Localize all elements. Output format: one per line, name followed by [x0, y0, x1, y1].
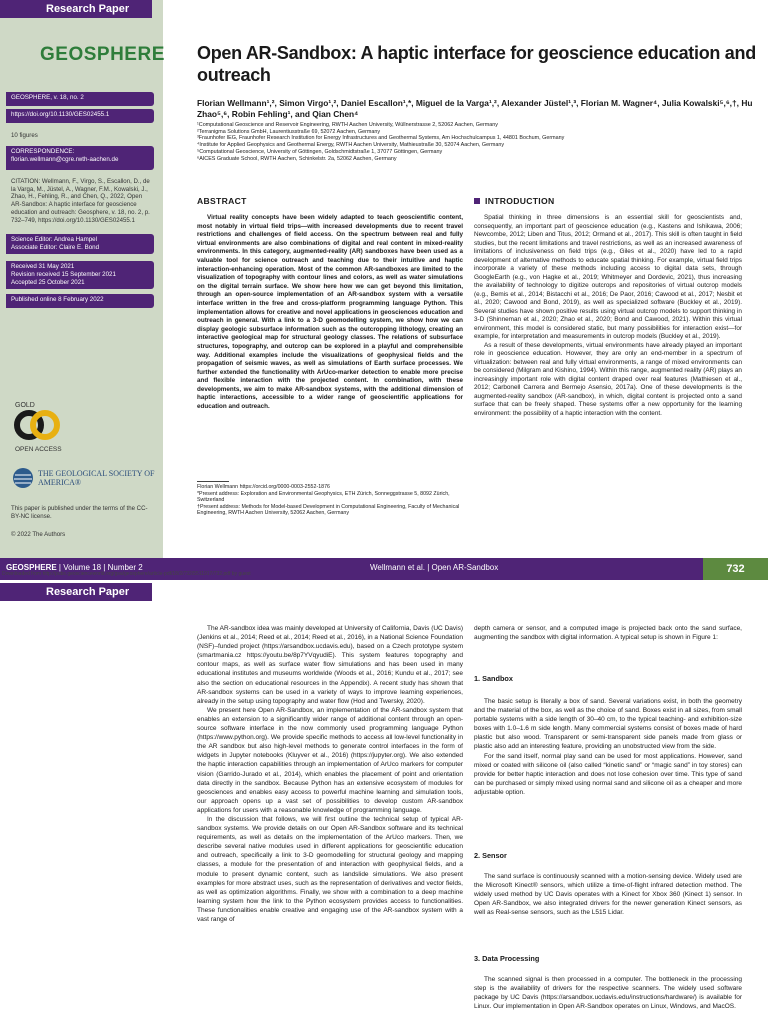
correspondence-label: CORRESPONDENCE:	[11, 148, 75, 155]
footnote-present-address-1: *Present address: Exploration and Environmental Geophysics, ETH Zürich, Sonneggstrasse 5, 8092 Zürich, Switzerland	[197, 490, 450, 504]
introduction-body	[474, 214, 742, 418]
gsa-name: THE GEOLOGICAL SOCIETY OF AMERICA®	[38, 469, 155, 487]
science-editor: Science Editor: Andrea Hampel	[11, 236, 97, 243]
correspondence-email[interactable]: florian.wellmann@cgre.rwth-aachen.de	[11, 156, 119, 163]
author-list: Florian Wellmann¹,², Simon Virgo¹,², Daniel Escallon¹,*, Miguel de la Varga¹,², Alexander Jüstel¹,³, Florian M. Wagner⁴, Julia Kowalski⁵,⁶,†, Hu Zhao⁵,⁶, Robin Fehling¹, and Qian Chen⁴	[197, 98, 753, 119]
received-date: Received 31 May 2021	[11, 263, 75, 270]
abstract-paragraph: Virtual reality concepts have been widely adapted to teach geoscientific content, most notably in virtual field trips—with increased developments due to recent travel restrictions and challenges of field access. On the spectrum between real and fully virtual environments are also combinations of digital and real content in mixed-reality environments. In this category, augmented-reality (AR) sandboxes have been used as a valuable tool for science outreach and teaching due to their intuitive and haptic interaction-enhancing operation. Most of the common AR-sandboxes are limited to the visualization of topography with contour lines and colors, as well as water simulations on the digital terrain surface. We show here how we can get beyond this limitation, through an open-source implementation of an AR-sandbox system with a versatile interface written in the free and cross-platform programming language Python. This implementation allows for creative and novel applications in geosciences education and outreach in general. With a link to a 3-D geomodelling system, we show how we can display geologic subsurface information such as the outcropping lithology, creating an interactive geological map for structural geology classes. The relations of subsurface structures, topography, and outcrop can be explored in a playful and comprehensible way. Additional examples include the visualizations of geophysical fields and the propagation of seismic waves, as well as simulations of Earth surface processes. We further extended the functionality with ArUco-marker detection to enable more precise and flexible interaction with the projected content. In combination, with these developments, we aim to make AR-sandbox systems, with the additional dimension of haptic interactions, accessible to a wider range of geoscientific applications for education and outreach.	[197, 214, 463, 411]
gsa-logo	[12, 467, 162, 491]
abstract-body	[197, 214, 463, 412]
body-paragraph: depth camera or sensor, and a computed image is projected back onto the sand surface, augmenting the sandbox with digital information. A typical setup is shown in Figure 1:	[474, 625, 742, 642]
orcid-footnote[interactable]: Florian Wellmann https://orcid.org/0000-0003-2552-1876	[197, 484, 330, 490]
affiliation-2: ²Terranigma Solutions GmbH, Laurentiusstraße 69, 52072 Aachen, Germany	[197, 128, 381, 135]
body-paragraph: The basic setup is literally a box of sand. Several variations exist, in both the geometry and the material of the box, as well as the choice of sand. Boxes exist in all sizes, from small portable systems with a side length of 30–40 cm, to the typical teaching- and exhibition-size boxes with 1.0–1.6 m side length. Many commercial systems consist of boxes made of hard plastic but also wood. Transparent or semi-transparent side panels made from glass or plastic also add an interesting feature, providing an unobstructed view from the side.	[474, 698, 742, 751]
body-paragraph: In the discussion that follows, we will first outline the technical setup of typical AR-sandbox systems. We provide details on our Open AR-Sandbox software and its technical requirements, as well as details on the implementation of the ArUco markers. Then, we describe several native modules used in different applications for geoscientific education and outreach, specifically a link to 3-D geomodelling for structural geology and mapping classes, a module for the presentation of and interaction with geophysical fields, and a module to present dynamic content, such as landslide simulations. We also present examples for more abstract uses, such as the representation of derivatives and vector fields, as well as optimization algorithms. Finally, we show with a combination to a deep machine learning system how the link to the Python ecosystem provides access to functionalities. These functionalities enable creative and engaging use of the AR-sandbox system with a vast range of	[197, 815, 463, 923]
sidebar-panel	[0, 0, 163, 578]
citation-text: CITATION: Wellmann, F., Virgo, S., Escallon, D., de la Varga, M., Jüstel, A., Wagner, F.M., Kowalski, J., Zhao, H., Fehling, R., and Chen, Q., 2022, Open AR-Sandbox: A haptic interface for geoscience education and outreach: Geosphere, v. 18, no. 2, p. 732–749, https://doi.org/10.1130/GES02455.1	[11, 178, 150, 224]
affiliation-3: ³Fraunhofer IEG, Fraunhofer Research Institution for Energy Infrastructures and Geothermal Systems, Am Hochschulcampus 1, 44801 Bochum, Germany	[197, 135, 565, 142]
oa-gold-label: GOLD	[15, 402, 35, 409]
oa-open-label: OPEN ACCESS	[15, 446, 62, 453]
section-sandbox-body	[474, 697, 742, 797]
dates-bar	[6, 261, 154, 289]
download-note: Downloaded from http://pubs.geoscienceworld.org/gsa/geosphere/article-pdf/18/2/732/5511917/732.pdf by guest	[2, 571, 251, 577]
gold-open-access-logo	[12, 400, 82, 454]
accepted-date: Accepted 25 October 2021	[11, 279, 85, 286]
doi-link[interactable]: https://doi.org/10.1130/GES02455.1	[6, 109, 154, 123]
intro-paragraph: Spatial thinking in three dimensions is an essential skill for geoscientists and, consequently, an important part of geoscience education (e.g., Kastens and Ishikawa, 2006; Newcombe, 2012; Liben and Titus, 2012; Ormand et al., 2017). This skill is often taught in field studies, but the recent limitations and travel restrictions, as well as an increased awareness of limitations of inclusiveness on field trips (e.g., Giles et al., 2020) have led to a rapid development of alternative methods to educate spatial thinking. For example, virtual field trips incorporate a variety of these methods including access to digital data sets, through GoogleEarth (e.g., von Hagke et al., 2019; Whitmeyer and Dordevic, 2021), thus increasing the availability of technology to digitize outcrops and repositories of virtual outcrop models (e.g., Bemis et al., 2014; Bistacchi et al., 2016; De Paor, 2016; Cawood et al., 2017; Nesbit et al., 2020; Cawood and Bond, 2019), as well as specialized software (Buckley et al., 2019). Several studies have shown positive results using virtual outcrop models to support thinking in 3-D (Shinneman et al., 2020; Zhao et al., 2020; Bond and Cawood, 2021). Within this virtual environment, this model is considered static, but many possibilities for interaction exist—for example, for interpretation and measurements in outcrop models (Buckley et al., 2019).	[474, 214, 742, 340]
affiliation-5: ⁵Computational Geoscience, University of Göttingen, Goldschmidtstraße 1, 37077 Göttingen, Germany	[197, 148, 443, 155]
body-paragraph: For the sand itself, normal play sand can be used for most applications. However, sand mixed or coated with silicone oil (also called “kinetic sand” or “magic sand” in toy stores) can provide for better haptic interaction and does not lose cohesion over time. This type of sand can be purchased or simply mixed using normal sand and silicone oil as a cheaper and more adjustable option.	[474, 752, 742, 796]
affiliations	[197, 122, 757, 162]
body-paragraph: The sand surface is continuously scanned with a motion-sensing device. Widely used are the Microsoft Kinect® sensors, which utilize a time-of-flight infrared detection method. The widely used method by UC Davis operates with a Kinect for Xbox 360 (Kinect 1) sensor. In Open AR-Sandbox, we also integrated drivers for the newer generation Kinect sensors, as well as Real-sense sensors, such as the L515 Lidar.	[474, 873, 742, 917]
section-data-processing-title: 3. Data Processing	[474, 954, 540, 963]
introduction-heading-text: INTRODUCTION	[485, 196, 555, 206]
affiliation-6: ⁶AICES Graduate School, RWTH Aachen, Schinkelstr. 2a, 52062 Aachen, Germany	[197, 155, 397, 162]
introduction-heading	[474, 196, 554, 206]
section-sandbox-title: 1. Sandbox	[474, 674, 513, 683]
affiliation-4: ⁴Institute for Applied Geophysics and Geothermal Energy, RWTH Aachen University, Mathieustraße 30, 52074 Aachen, Germany	[197, 142, 505, 149]
affiliation-1: ¹Computational Geoscience and Reservoir Engineering, RWTH Aachen University, Wüllnerstrasse 2, 52062 Aachen, Germany	[197, 122, 498, 128]
page-number: 732	[703, 558, 768, 580]
section-sensor-body	[474, 872, 742, 917]
revision-date: Revision received 15 September 2021	[11, 271, 116, 278]
footer-volume: Volume 18	[63, 563, 102, 572]
copyright-text: © 2022 The Authors	[11, 531, 66, 538]
correspondence-bar	[6, 146, 154, 170]
footer-journal-info: GEOSPHERE | Volume 18 | Number 2	[6, 563, 143, 572]
license-text: This paper is published under the terms of the CC-BY-NC license.	[11, 505, 148, 520]
figures-count: 10 figures	[11, 132, 38, 139]
editors-bar	[6, 234, 154, 254]
journal-logo-text: GEOSPHERE	[40, 44, 165, 65]
footer-running-title: Wellmann et al. | Open AR-Sandbox	[370, 563, 499, 572]
footnote-divider	[197, 481, 229, 482]
article-type-tag: Research Paper	[0, 0, 152, 18]
gsa-globe-icon	[12, 467, 34, 489]
footer-number: Number 2	[107, 563, 143, 572]
section-sensor-title: 2. Sensor	[474, 851, 507, 860]
section-square-icon	[474, 198, 480, 204]
published-bar: Published online 8 February 2022	[6, 294, 154, 308]
intro-paragraph: As a result of these developments, virtual environments have already played an important role in geoscience education. However, they are only an end-member in a spectrum of virtualization: between real and fully virtual environments, a range of mixed environments can be considered (Milgram and Kishino, 1994). Within this range, augmented reality (AR) plays an increasingly important role with digital content draped over real features (Mathiesen et al., 2012; Carbonell Carrera and Bermejo Asensio, 2017a). One of these developments is the augmented-reality sandbox (AR-sandbox), in which, digital content is projected onto a sand surface that can be freely shaped. These systems offer a new opportunity for the learning environment: the possibility of a haptic interaction with the content.	[474, 341, 742, 417]
body-paragraph: The AR-sandbox idea was mainly developed at University of California, Davis (UC Davis) (Jenkins et al., 2014; Reed et al., 2014; Reed et al., 2016), in a National Science Foundation (NSF)–funded project (https://arsandbox.ucdavis.edu), based on a Czech prototype system (smartmania.cz https://youtu.be/8p7YVqyudiE). This system features topography and contour maps, as well as surface water flow simulations and has been used in many educational institutes and museums worldwide (Woods et al., 2016; Kundu et al., 2017; see also the section on educational resources in the Appendix). A recent study has shown that AR-sandbox systems can be used in a variety of ways to improve learning experiences, already in the setup using topography and water flow (Hod and Twersky, 2020).	[197, 625, 463, 705]
article-type-tag-page2: Research Paper	[0, 583, 152, 601]
body-paragraph: We present here Open AR-Sandbox, an implementation of the AR-sandbox system that enables an extension to a significantly wider range of additional content through an open-source software interface in the now commonly used programming language Python (https://www.python.org). We provide specific methods to access all low-level functionality in the AR sandbox but also high-level methods to generate control interfaces in the form of widgets in Jupyter notebooks (Kluyver et al., 2016) (https://jupyter.org). We also extended the haptic interaction capabilities through an implementation of ArUco markers for computer vision (Garrido-Jurado et al., 2014), which enables the placement of point and orientation data directly in the sandbox. Because Python has an extensive ecosystem of modules for geosciences and enables easy access to powerful machine learning and simulation tools, our approach opens up a vast set of possibilities to develop custom AR-sandbox applications for users with a reasonable knowledge of programming language.	[197, 706, 463, 814]
footnote-present-address-2: †Present address: Methods for Model-based Development in Computational Engineering, Faculty of Mechanical Engineering, RWTH Aachen University, 52062 Aachen, Germany	[197, 503, 460, 517]
footnotes	[197, 484, 467, 517]
associate-editor: Associate Editor: Claire E. Bond	[11, 244, 100, 251]
section-data-processing-body	[474, 975, 742, 1011]
article-title: Open AR-Sandbox: A haptic interface for geoscience education and outreach	[197, 43, 756, 85]
abstract-heading: ABSTRACT	[197, 196, 247, 206]
body-paragraph: The scanned signal is then processed in a computer. The bottleneck in the processing step is the availability of drivers for the respective scanners. The widely used software package by UC Davis (https://arsandbox.ucdavis.edu/instructions/hardware/) is available for Linux. Our implementation in Open AR-Sandbox operates on Linux, Windows, and MacOS.	[474, 976, 742, 1011]
page2-right-intro	[474, 624, 742, 642]
footer-journal: GEOSPHERE	[6, 563, 57, 572]
issue-bar: GEOSPHERE, v. 18, no. 2	[6, 92, 154, 106]
page2-left-column	[197, 624, 463, 924]
